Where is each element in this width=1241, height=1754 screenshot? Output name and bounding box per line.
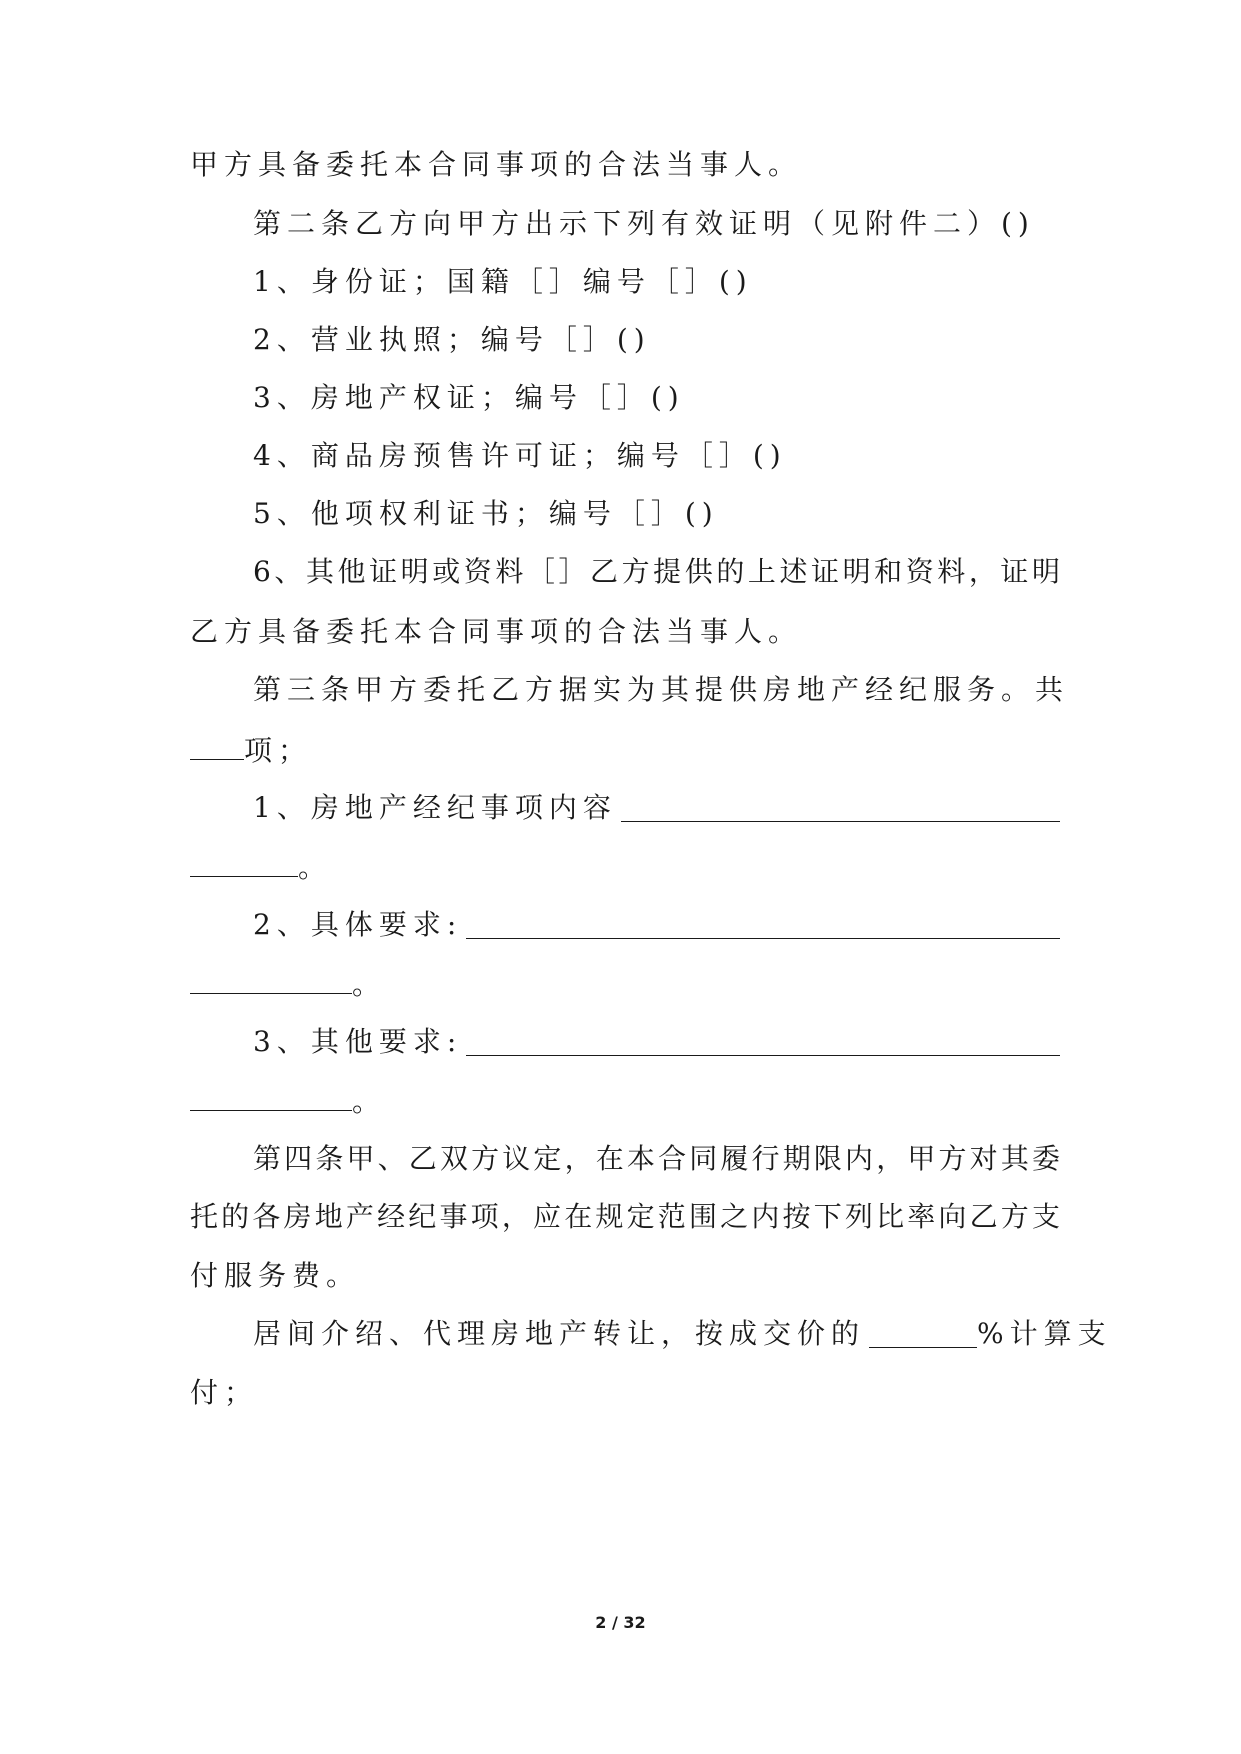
other-requirements-label: 3、其他要求: xyxy=(253,1025,463,1058)
item-count-suffix: 项； xyxy=(244,734,313,767)
list-item-other-rights-certificate: 5、他项权利证书；编号［］() xyxy=(253,497,719,530)
blank-field xyxy=(466,1025,1060,1056)
blank-field xyxy=(621,791,1060,822)
paragraph-line: 付； xyxy=(190,1376,259,1409)
paragraph-line xyxy=(190,846,1060,886)
commission-rate-line xyxy=(253,1314,1112,1354)
service-item-content-label: 1、房地产经纪事项内容 xyxy=(253,791,617,824)
blank-field xyxy=(466,908,1060,939)
period: 。 xyxy=(352,1085,387,1118)
paragraph-line xyxy=(190,729,1060,769)
blank-field xyxy=(190,1080,352,1111)
specific-requirements xyxy=(253,905,1060,945)
blank-field xyxy=(869,1317,977,1348)
paragraph-line: 甲方具备委托本合同事项的合法当事人。 xyxy=(190,148,803,181)
paragraph-line xyxy=(190,1080,1060,1120)
list-item-presale-permit: 4、商品房预售许可证；编号［］() xyxy=(253,439,787,472)
paragraph-line: 乙方具备委托本合同事项的合法当事人。 xyxy=(190,615,803,648)
commission-rate-suffix: %计算支 xyxy=(977,1317,1112,1350)
article-2-heading: 第二条乙方向甲方出示下列有效证明（见附件二）() xyxy=(253,207,1035,240)
page-number: 2 / 32 xyxy=(595,1613,646,1632)
paragraph-line: 托的各房地产经纪事项，应在规定范围之内按下列比率向乙方支 xyxy=(190,1200,1060,1233)
list-item-id-card: 1、身份证；国籍［］编号［］() xyxy=(253,265,753,298)
list-item-property-certificate: 3、房地产权证；编号［］() xyxy=(253,381,685,414)
specific-requirements-label: 2、具体要求: xyxy=(253,908,463,941)
service-item-content xyxy=(253,788,1060,828)
paragraph-line xyxy=(190,963,1060,1003)
list-item-business-license: 2、营业执照；编号［］() xyxy=(253,323,651,356)
paragraph-line: 付服务费。 xyxy=(190,1259,361,1292)
period: 。 xyxy=(298,851,333,884)
period: 。 xyxy=(352,968,387,1001)
commission-rate-text: 居间介绍、代理房地产转让，按成交价的 xyxy=(253,1317,866,1350)
article-4-heading: 第四条甲、乙双方议定，在本合同履行期限内，甲方对其委 xyxy=(253,1142,1060,1175)
blank-field xyxy=(190,846,298,877)
article-3-text: 第三条甲方委托乙方据实为其提供房地产经纪服务。共 xyxy=(253,673,1070,706)
blank-field xyxy=(190,729,244,760)
other-requirements xyxy=(253,1022,1060,1062)
blank-field xyxy=(190,963,352,994)
article-3-heading xyxy=(253,670,1070,710)
list-item-other-documents: 6、其他证明或资料［］乙方提供的上述证明和资料，证明 xyxy=(253,555,1060,588)
